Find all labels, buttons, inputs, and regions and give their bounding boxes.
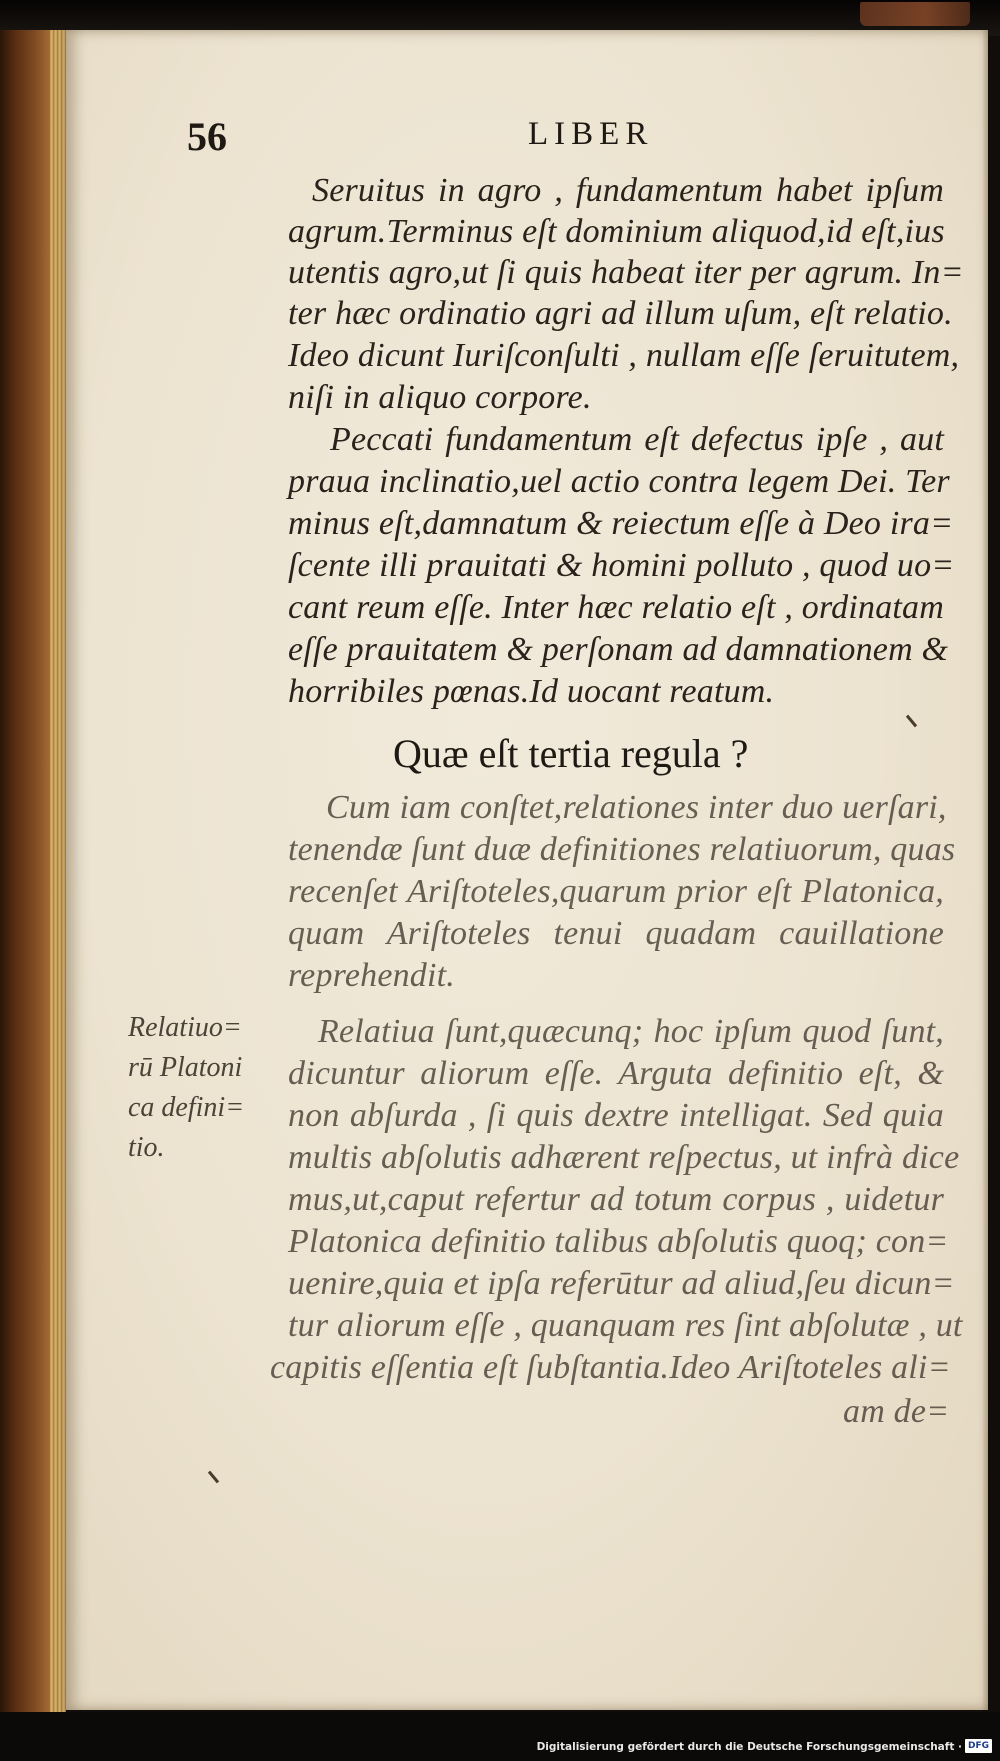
text-line: multis abſolutis adhærent reſpectus, ut infrà dice: [288, 1139, 960, 1176]
text-line: capitis eſſentia eſt ſubſtantia.Ideo Ariſtoteles ali=: [270, 1349, 951, 1386]
text-line: Cum iam conſtet,relationes inter duo uerſari,: [326, 789, 947, 826]
text-line: Seruitus in agro , fundamentum habet ipſum: [312, 172, 944, 209]
text-line: tenendæ ſunt duæ definitiones relatiuorum, quas: [288, 831, 956, 868]
margin-note-line: ca defini=: [128, 1092, 245, 1123]
text-line: ſcente illi prauitati & homini polluto , quod uo=: [288, 547, 955, 584]
text-line: horribiles pœnas.Id uocant reatum.: [288, 673, 775, 710]
text-line: tur aliorum eſſe , quanquam res ſint abſolutæ , ut: [288, 1307, 963, 1344]
catchword: am de=: [843, 1393, 950, 1430]
text-line: uenire,quia et ipſa referūtur ad aliud,ſeu dicun=: [288, 1265, 955, 1302]
text-line: praua inclinatio,uel actio contra legem Dei. Ter: [288, 463, 950, 500]
text-line: mus,ut,caput refertur ad totum corpus , uidetur: [288, 1181, 944, 1218]
text-line: Relatiua ſunt,quæcunq; hoc ipſum quod ſunt,: [318, 1013, 944, 1050]
text-line: recenſet Ariſtoteles,quarum prior eſt Platonica,: [288, 873, 944, 910]
text-line: Peccati fundamentum eſt defectus ipſe , aut: [330, 421, 944, 458]
scanner-bottom-band: [0, 1712, 1000, 1761]
text-line: ter hæc ordinatio agri ad illum uſum, eſt relatio.: [288, 295, 953, 332]
section-heading: Quæ eſt tertia regula ?: [393, 731, 749, 776]
dfg-logo: DFG: [965, 1739, 992, 1753]
paper-edge-shade: [982, 30, 988, 1710]
text-line: dicuntur aliorum eſſe. Arguta definitio eſt, &: [288, 1055, 944, 1092]
running-head: LIBER: [528, 116, 654, 152]
text-line: reprehendit.: [288, 957, 456, 994]
text-line: niſi in aliquo corpore.: [288, 379, 592, 416]
leather-corner-fragment: [860, 2, 970, 26]
text-line: agrum.Terminus eſt dominium aliquod,id eſt,ius: [288, 213, 945, 250]
text-line: Ideo dicunt Iuriſconſulti , nullam eſſe ſeruitutem,: [288, 337, 960, 374]
margin-note-line: tio.: [128, 1132, 165, 1163]
margin-note-line: rū Platoni: [128, 1052, 243, 1083]
page-number: 56: [187, 114, 227, 159]
text-line: non abſurda , ſi quis dextre intelligat. Sed quia: [288, 1097, 944, 1134]
text-line: cant reum eſſe. Inter hæc relatio eſt , ordinatam: [288, 589, 944, 626]
text-line: utentis agro,ut ſi quis habeat iter per agrum. In=: [288, 254, 964, 291]
text-line: minus eſt,damnatum & reiectum eſſe à Deo ira=: [288, 505, 954, 542]
margin-note-line: Relatiuo=: [128, 1012, 242, 1043]
gilt-page-edges: [50, 30, 66, 1718]
text-line: quam Ariſtoteles tenui quadam cauillatione: [288, 915, 944, 952]
text-line: eſſe prauitatem & perſonam ad damnationem &: [288, 631, 949, 668]
text-line: Platonica definitio talibus abſolutis quoq; con=: [288, 1223, 949, 1260]
digitization-credit: Digitalisierung gefördert durch die Deutsche Forschungsgemeinschaft ·: [536, 1741, 962, 1753]
